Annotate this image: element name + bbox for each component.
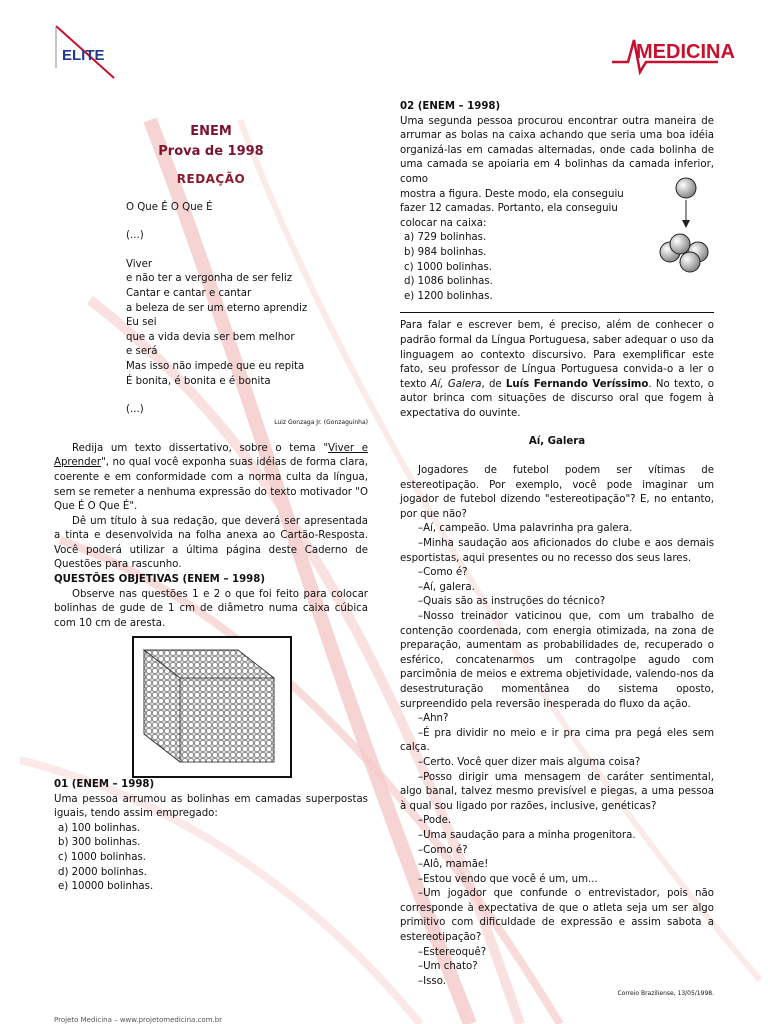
objetivas-text: Observe nas questões 1 e 2 o que foi feito para colocar bolinhas de gude de 1 cm de diâmetro numa caixa cúbica com 10 cm de aresta. <box>54 588 368 629</box>
story-line: –Como é? <box>418 567 468 579</box>
medicina-logo-icon <box>610 20 735 80</box>
story-line: –Estou vendo que você é um, um... <box>418 873 598 885</box>
q01-option-d[interactable]: d) 2000 bolinhas. <box>58 866 147 878</box>
story-line: –Como é? <box>418 844 468 856</box>
poem-line: Mas isso não impede que eu repita <box>126 360 305 372</box>
story-source: Correio Braziliense, 13/05/1998. <box>617 990 714 998</box>
cube-figure <box>132 636 292 778</box>
poem-line: Cantar e cantar e cantar <box>126 287 252 299</box>
stacked-balls-figure <box>650 172 710 272</box>
poem-ellipsis: (...) <box>126 404 144 416</box>
q02-option-d[interactable]: d) 1086 bolinhas. <box>404 276 493 288</box>
instructions-paragraph-2: Dê um título à sua redação, que deverá ser apresentada a tinta e desenvolvida na folha anexa ao Cartão-Resposta. Você poderá utilizar a última página deste Caderno de Questões para rascunho. <box>54 515 368 571</box>
story-line: –Isso. <box>418 975 447 987</box>
divider <box>400 312 714 313</box>
q02-option-a[interactable]: a) 729 bolinhas. <box>404 232 487 244</box>
exam-subtitle: Prova de 1998 <box>158 144 264 159</box>
story-line: –Um jogador que confunde o entrevistador, pois não corresponde à expectativa de que o atleta seja um ser algo primitivo com dificuldade de expressão e assim sabota a estereotipação? <box>400 888 714 944</box>
q02-text-2: mostra a figura. Deste modo, ela conseguiu fazer 12 camadas. Portanto, ela conseguiu colocar na caixa: <box>400 188 624 229</box>
question-01 <box>54 778 368 895</box>
q01-option-b[interactable]: b) 300 bolinhas. <box>58 837 141 849</box>
poem-line: Viver <box>126 258 153 270</box>
q02-option-b[interactable]: b) 984 bolinhas. <box>404 246 487 258</box>
svg-text:MEDICINA: MEDICINA <box>636 41 735 63</box>
q02-heading: 02 (ENEM – 1998) <box>400 101 501 112</box>
q02-text: Uma segunda pessoa procurou encontrar outra maneira de arrumar as bolas na caixa achando que seria uma boa idéia organizá-las em camadas alternadas, onde cada bolinha de uma camada se apoiaria em 4 bolinhas da camada inferior, como <box>400 115 714 185</box>
elite-logo-icon <box>52 22 118 82</box>
story-line: –Estereoquê? <box>418 946 487 958</box>
stacked-balls-icon <box>650 172 710 272</box>
story-line: –É pra dividir no meio e ir pra cima pra pegá eles sem calça. <box>400 727 714 754</box>
story-line: –Ahn? <box>418 713 449 725</box>
story-line: –Pode. <box>418 815 452 827</box>
q01-options <box>54 822 368 895</box>
story-line: –Certo. Você quer dizer mais alguma coisa? <box>418 756 641 768</box>
poem-attribution: Luiz Gonzaga Jr. (Gonzaguinha) <box>274 418 368 426</box>
svg-text:ELITE: ELITE <box>62 47 105 64</box>
story-line: –Uma saudação para a minha progenitora. <box>418 829 636 841</box>
cube-of-marbles-icon <box>134 638 286 772</box>
page-footer: Projeto Medicina – www.projetomedicina.com.br <box>54 1016 223 1024</box>
story-line: –Alô, mamãe! <box>418 859 489 871</box>
poem-line: É bonita, é bonita e é bonita <box>126 375 271 387</box>
poem-line: a beleza de ser um eterno aprendiz <box>126 302 308 314</box>
q01-option-e[interactable]: e) 10000 bolinhas. <box>58 881 154 893</box>
story-line: –Minha saudação aos aficionados do clube e aos demais esportistas, aqui presentes ou no recesso dos seus lares. <box>400 538 714 564</box>
poem-line: Eu sei <box>126 317 157 329</box>
poem-line: e não ter a vergonha de ser feliz <box>126 273 293 285</box>
poem-line: que a vida devia ser bem melhor <box>126 331 295 343</box>
poem-line: e será <box>126 346 158 358</box>
story-line: –Nosso treinador vaticinou que, com um trabalho de contenção coordenada, com energia otimizada, na zona de preparação, aumentam as probabilidades de, recuperado o esférico, concatenarmos um contragolpe agudo com parcimônia de meios e extrema objetividade, valendo-nos da desestruturação momentânea do sistema oposto, surpreendido pela reversão inesperada do fluxo da ação. <box>400 611 714 710</box>
poem <box>54 201 368 418</box>
left-column <box>54 122 368 631</box>
q01-heading: 01 (ENEM – 1998) <box>54 779 155 790</box>
story-line: –Aí, galera. <box>418 581 475 593</box>
projeto-medicina-logo <box>610 20 735 80</box>
q02-option-e[interactable]: e) 1200 bolinhas. <box>404 290 493 302</box>
poem-title: O Que É O Que É <box>126 201 213 213</box>
instructions-paragraph: Redija um texto dissertativo, sobre o tema "Viver e Aprender", no qual você exponha suas idéias de forma clara, coerente e em conformidade com a norma culta da língua, sem se remeter a nenhuma expressão do texto motivador "O Que É O Que É". <box>54 442 368 513</box>
q01-option-c[interactable]: c) 1000 bolinhas. <box>58 851 147 863</box>
poem-ellipsis: (...) <box>126 230 144 242</box>
exam-title: ENEM <box>190 124 232 139</box>
q01-option-a[interactable]: a) 100 bolinhas. <box>58 822 141 834</box>
story-paragraph: Jogadores de futebol podem ser vítimas de estereotipação. Por exemplo, você pode imaginar um jogador de futebol dizendo "estereotipação"? E, no entanto, por que não? <box>400 465 714 520</box>
story-line: –Quais são as instruções do técnico? <box>418 596 606 608</box>
story-line: –Um chato? <box>418 961 478 973</box>
story-line: –Posso dirigir uma mensagem de caráter sentimental, algo banal, talvez mesmo previsível e piegas, a uma pessoa à qual sou ligado por razões, inclusive, genéticas? <box>400 771 714 812</box>
q01-text: Uma pessoa arrumou as bolinhas em camadas superpostas iguais, tendo assim empregado: <box>54 793 368 820</box>
story-title: Aí, Galera <box>528 436 586 448</box>
section-redacao: REDAÇÃO <box>176 172 246 186</box>
theme-text: Viver e Aprender <box>54 442 368 469</box>
elite-logo <box>52 22 118 82</box>
q02-option-c[interactable]: c) 1000 bolinhas. <box>404 261 493 273</box>
intro-paragraph: Para falar e escrever bem, é preciso, além de conhecer o padrão formal da Língua Portuguesa, saber adequar o uso da linguagem ao contexto discursivo. Para exemplificar este fato, seu professor de Língua Portuguesa convida-o a ler o texto Aí, Galera, de Luís Fernando Veríssimo. No texto, o autor brinca com situações de discurso oral que fogem à expectativa do ouvinte. <box>400 320 714 419</box>
story-line: –Aí, campeão. Uma palavrinha pra galera. <box>418 523 633 535</box>
objetivas-heading: QUESTÕES OBJETIVAS (ENEM – 1998) <box>54 574 265 586</box>
